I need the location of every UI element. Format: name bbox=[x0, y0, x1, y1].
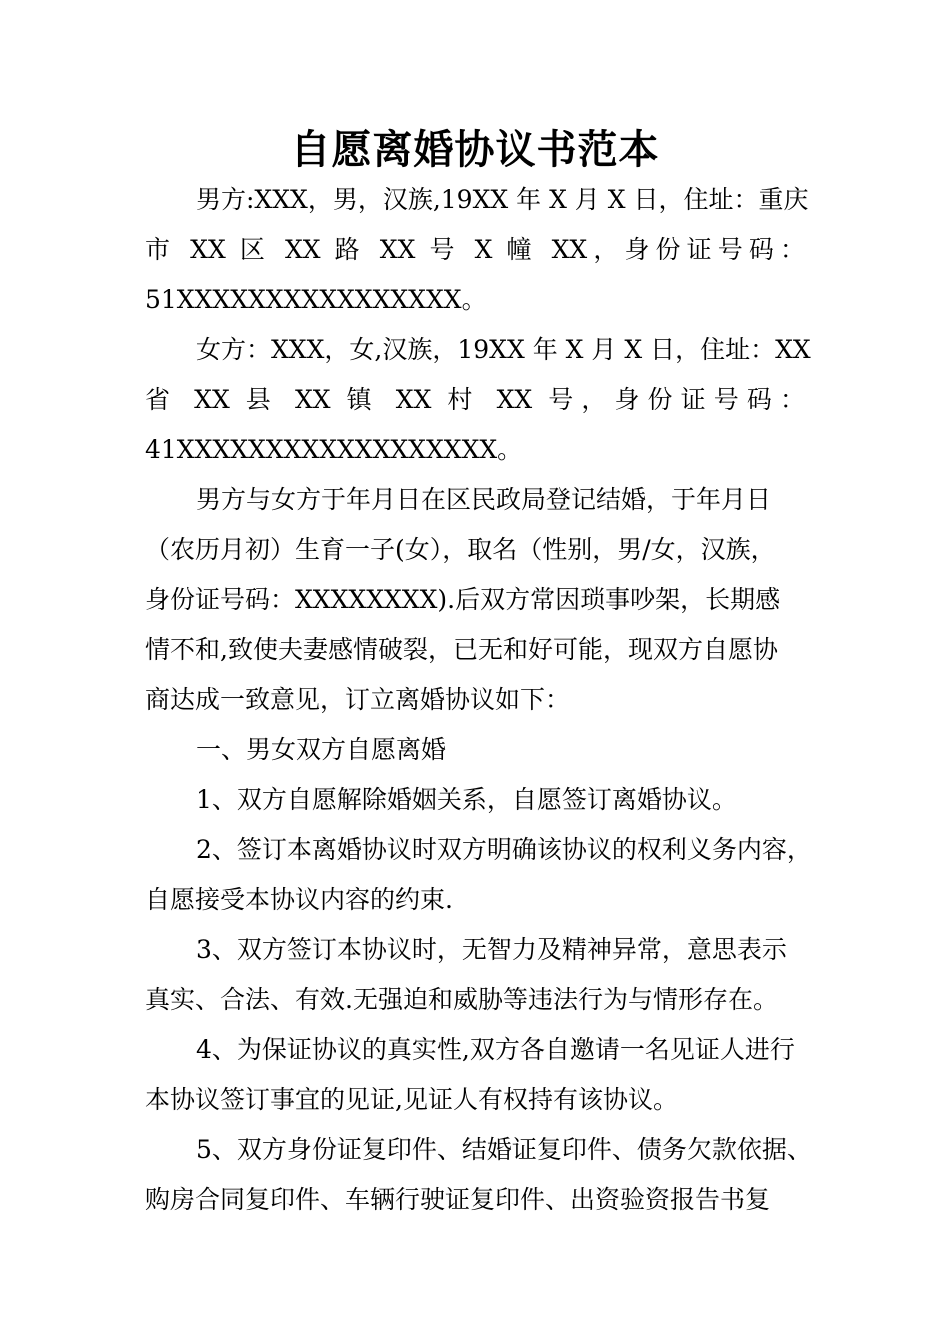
text-line: 男方:XXX，男，汉族,19XX 年 X 月 X 日，住址：重庆 bbox=[196, 185, 809, 214]
clause-line: 5、双方身份证复印件、结婚证复印件、债务欠款依据、 bbox=[196, 1135, 812, 1164]
document-title: 自愿离婚协议书范本 bbox=[290, 126, 660, 173]
text-line: 省 XX 县 XX 镇 XX 村 XX 号，身份证号码： bbox=[145, 385, 805, 414]
text-line: 自愿接受本协议内容的约束. bbox=[145, 885, 453, 914]
text-line: 51XXXXXXXXXXXXXXXX。 bbox=[145, 285, 487, 314]
text-line: 真实、合法、有效.无强迫和威胁等违法行为与情形存在。 bbox=[145, 985, 778, 1014]
text-line: 男方与女方于年月日在区民政局登记结婚，于年月日 bbox=[196, 485, 772, 514]
text-line: 购房合同复印件、车辆行驶证复印件、出资验资报告书复 bbox=[145, 1185, 771, 1214]
text-line: （农历月初）生育一子(女），取名（性别，男/女，汉族， bbox=[145, 535, 776, 564]
text-line: 情不和,致使夫妻感情破裂，已无和好可能，现双方自愿协 bbox=[145, 635, 778, 664]
text-line: 本协议签订事宜的见证,见证人有权持有该协议。 bbox=[145, 1085, 678, 1114]
text-line: 女方：XXX，女,汉族，19XX 年 X 月 X 日，住址：XX bbox=[196, 335, 811, 364]
clause-line: 3、双方签订本协议时，无智力及精神异常，意思表示 bbox=[196, 935, 787, 964]
text-line: 41XXXXXXXXXXXXXXXXXX。 bbox=[145, 435, 523, 464]
section-heading: 一、男女双方自愿离婚 bbox=[196, 735, 447, 764]
text-line: 身份证号码：XXXXXXXX).后双方常因琐事吵架，长期感 bbox=[145, 585, 781, 614]
text-line: 市 XX 区 XX 路 XX 号 X 幢 XX，身份证号码： bbox=[145, 235, 805, 264]
clause-line: 2、签订本离婚协议时双方明确该协议的权利义务内容， bbox=[196, 835, 812, 864]
text-line: 商达成一致意见，订立离婚协议如下： bbox=[145, 685, 571, 714]
clause-line: 4、为保证协议的真实性,双方各自邀请一名见证人进行 bbox=[196, 1035, 795, 1064]
clause-line: 1、双方自愿解除婚姻关系，自愿签订离婚协议。 bbox=[196, 785, 737, 814]
